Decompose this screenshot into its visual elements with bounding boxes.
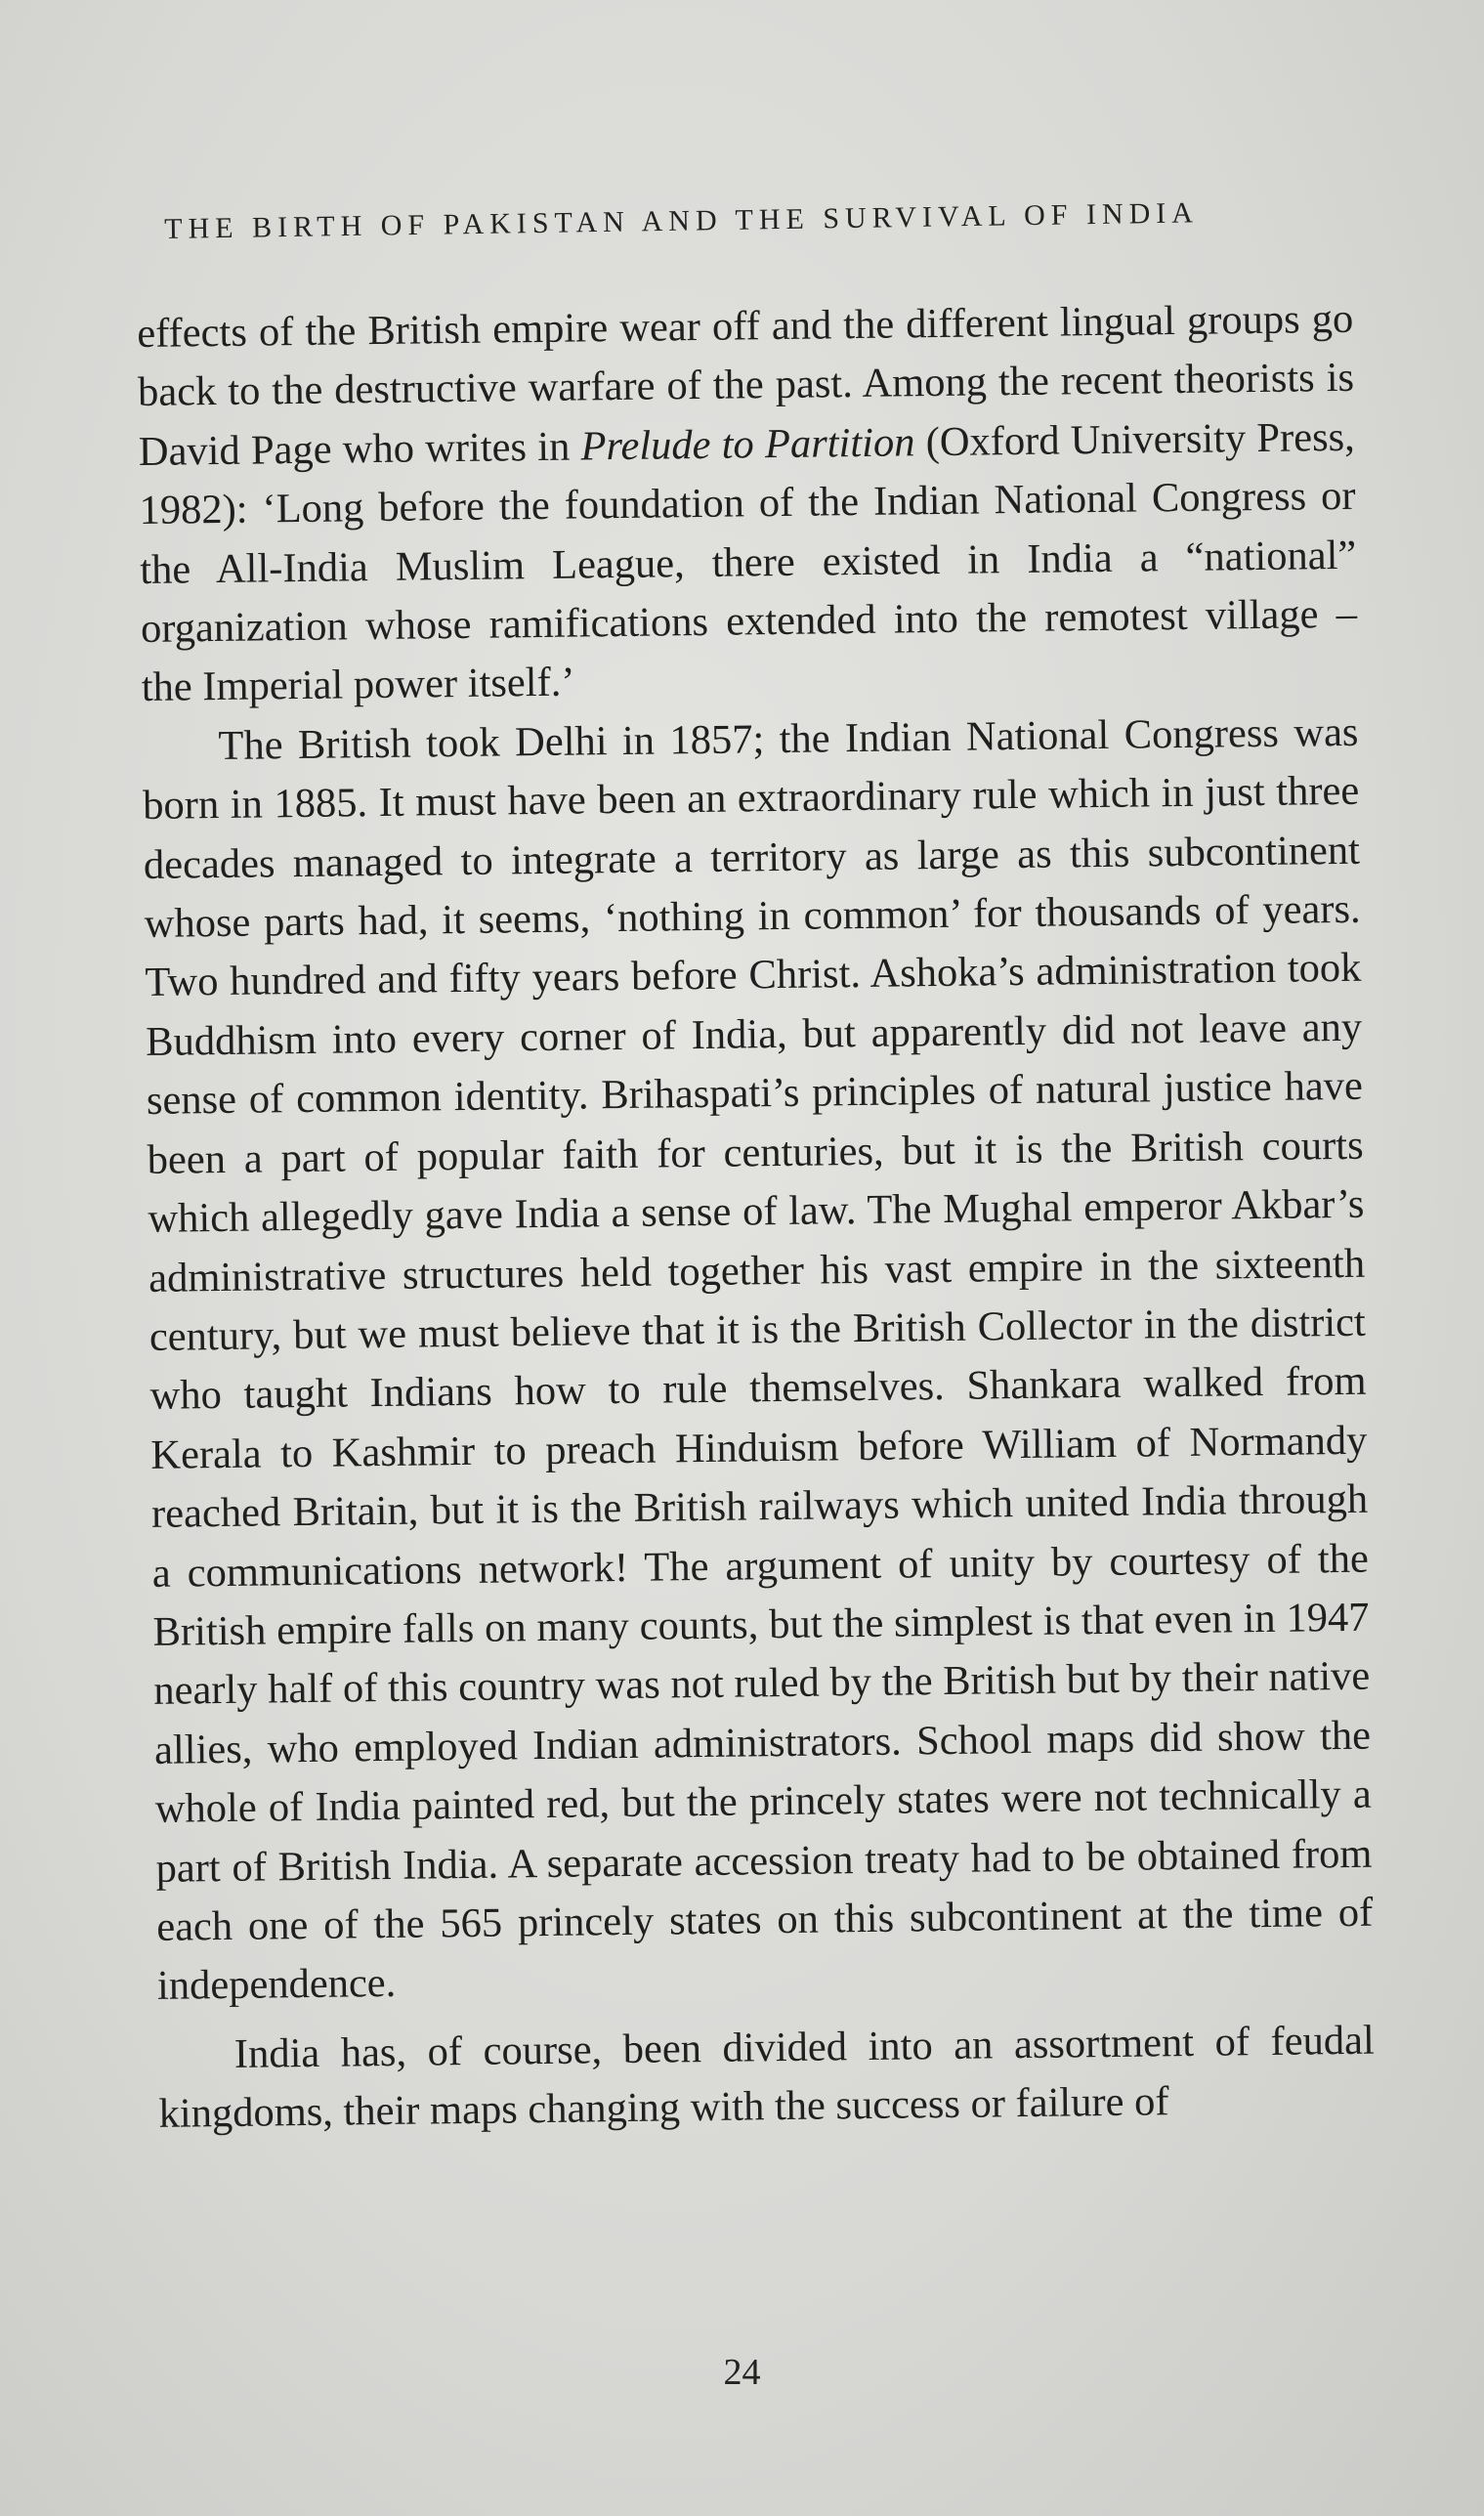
paragraph-2 (142, 704, 1374, 2017)
page-number: 24 (723, 2352, 761, 2393)
paragraph-1-text-b: (Oxford University Press, 1982): ‘Long before the foundation of the Indian National Congress or the All-India Muslim League, there existed in India a “national” organization whose ramifications extended into the remotest village – the Imperial power itself.’ (139, 413, 1358, 711)
paragraph-1-text-a: effects of the British empire wear off and the different lingual groups go back to the destructive warfare of the past. Among the recent theorists is David Page who writes in (137, 295, 1355, 475)
running-head: THE BIRTH OF PAKISTAN AND THE SURVIVAL OF INDIA (164, 196, 1200, 245)
paragraph-1 (137, 290, 1358, 718)
paragraph-3 (158, 2011, 1376, 2144)
paragraph-3-text: India has, of course, been divided into an assortment of feudal kingdoms, their maps changing with the success or failure of (158, 2017, 1376, 2138)
body-text (137, 290, 1376, 2145)
paragraph-2-text: The British took Delhi in 1857; the Indian National Congress was born in 1885. It must have been an extraordinary rule which in just three decades managed to integrate a territory as large as this subcontinent whose parts had, it seems, ‘nothing in common’ for thousands of years. Two hundred and fifty years before Christ. Ashoka’s administration took Buddhism into every corner of India, but apparently did not leave any sense of common identity. Brihaspati’s principles of natural justice have been a part of popular faith for centuries, but it is the British courts which allegedly gave India a sense of law. The Mughal emperor Akbar’s administrative structures held together his vast empire in the sixteenth century, but we must believe that it is the British Collector in the district who taught Indians how to rule themselves. Shankara walked from Kerala to Kashmir to preach Hinduism before William of Normandy reached Britain, but it is the British railways which united India through a communications network! The argument of unity by courtesy of the British empire falls on many counts, but the simplest is that even in 1947 nearly half of this country was not ruled by the British but by their native allies, who employed Indian administrators. School maps did show the whole of India painted red, but the princely states were not technically a part of British India. A separate accession treaty had to be obtained from each one of the 565 princely states on this subcontinent at the time of independence. (142, 708, 1374, 2010)
book-title-italic: Prelude to Partition (580, 419, 915, 470)
